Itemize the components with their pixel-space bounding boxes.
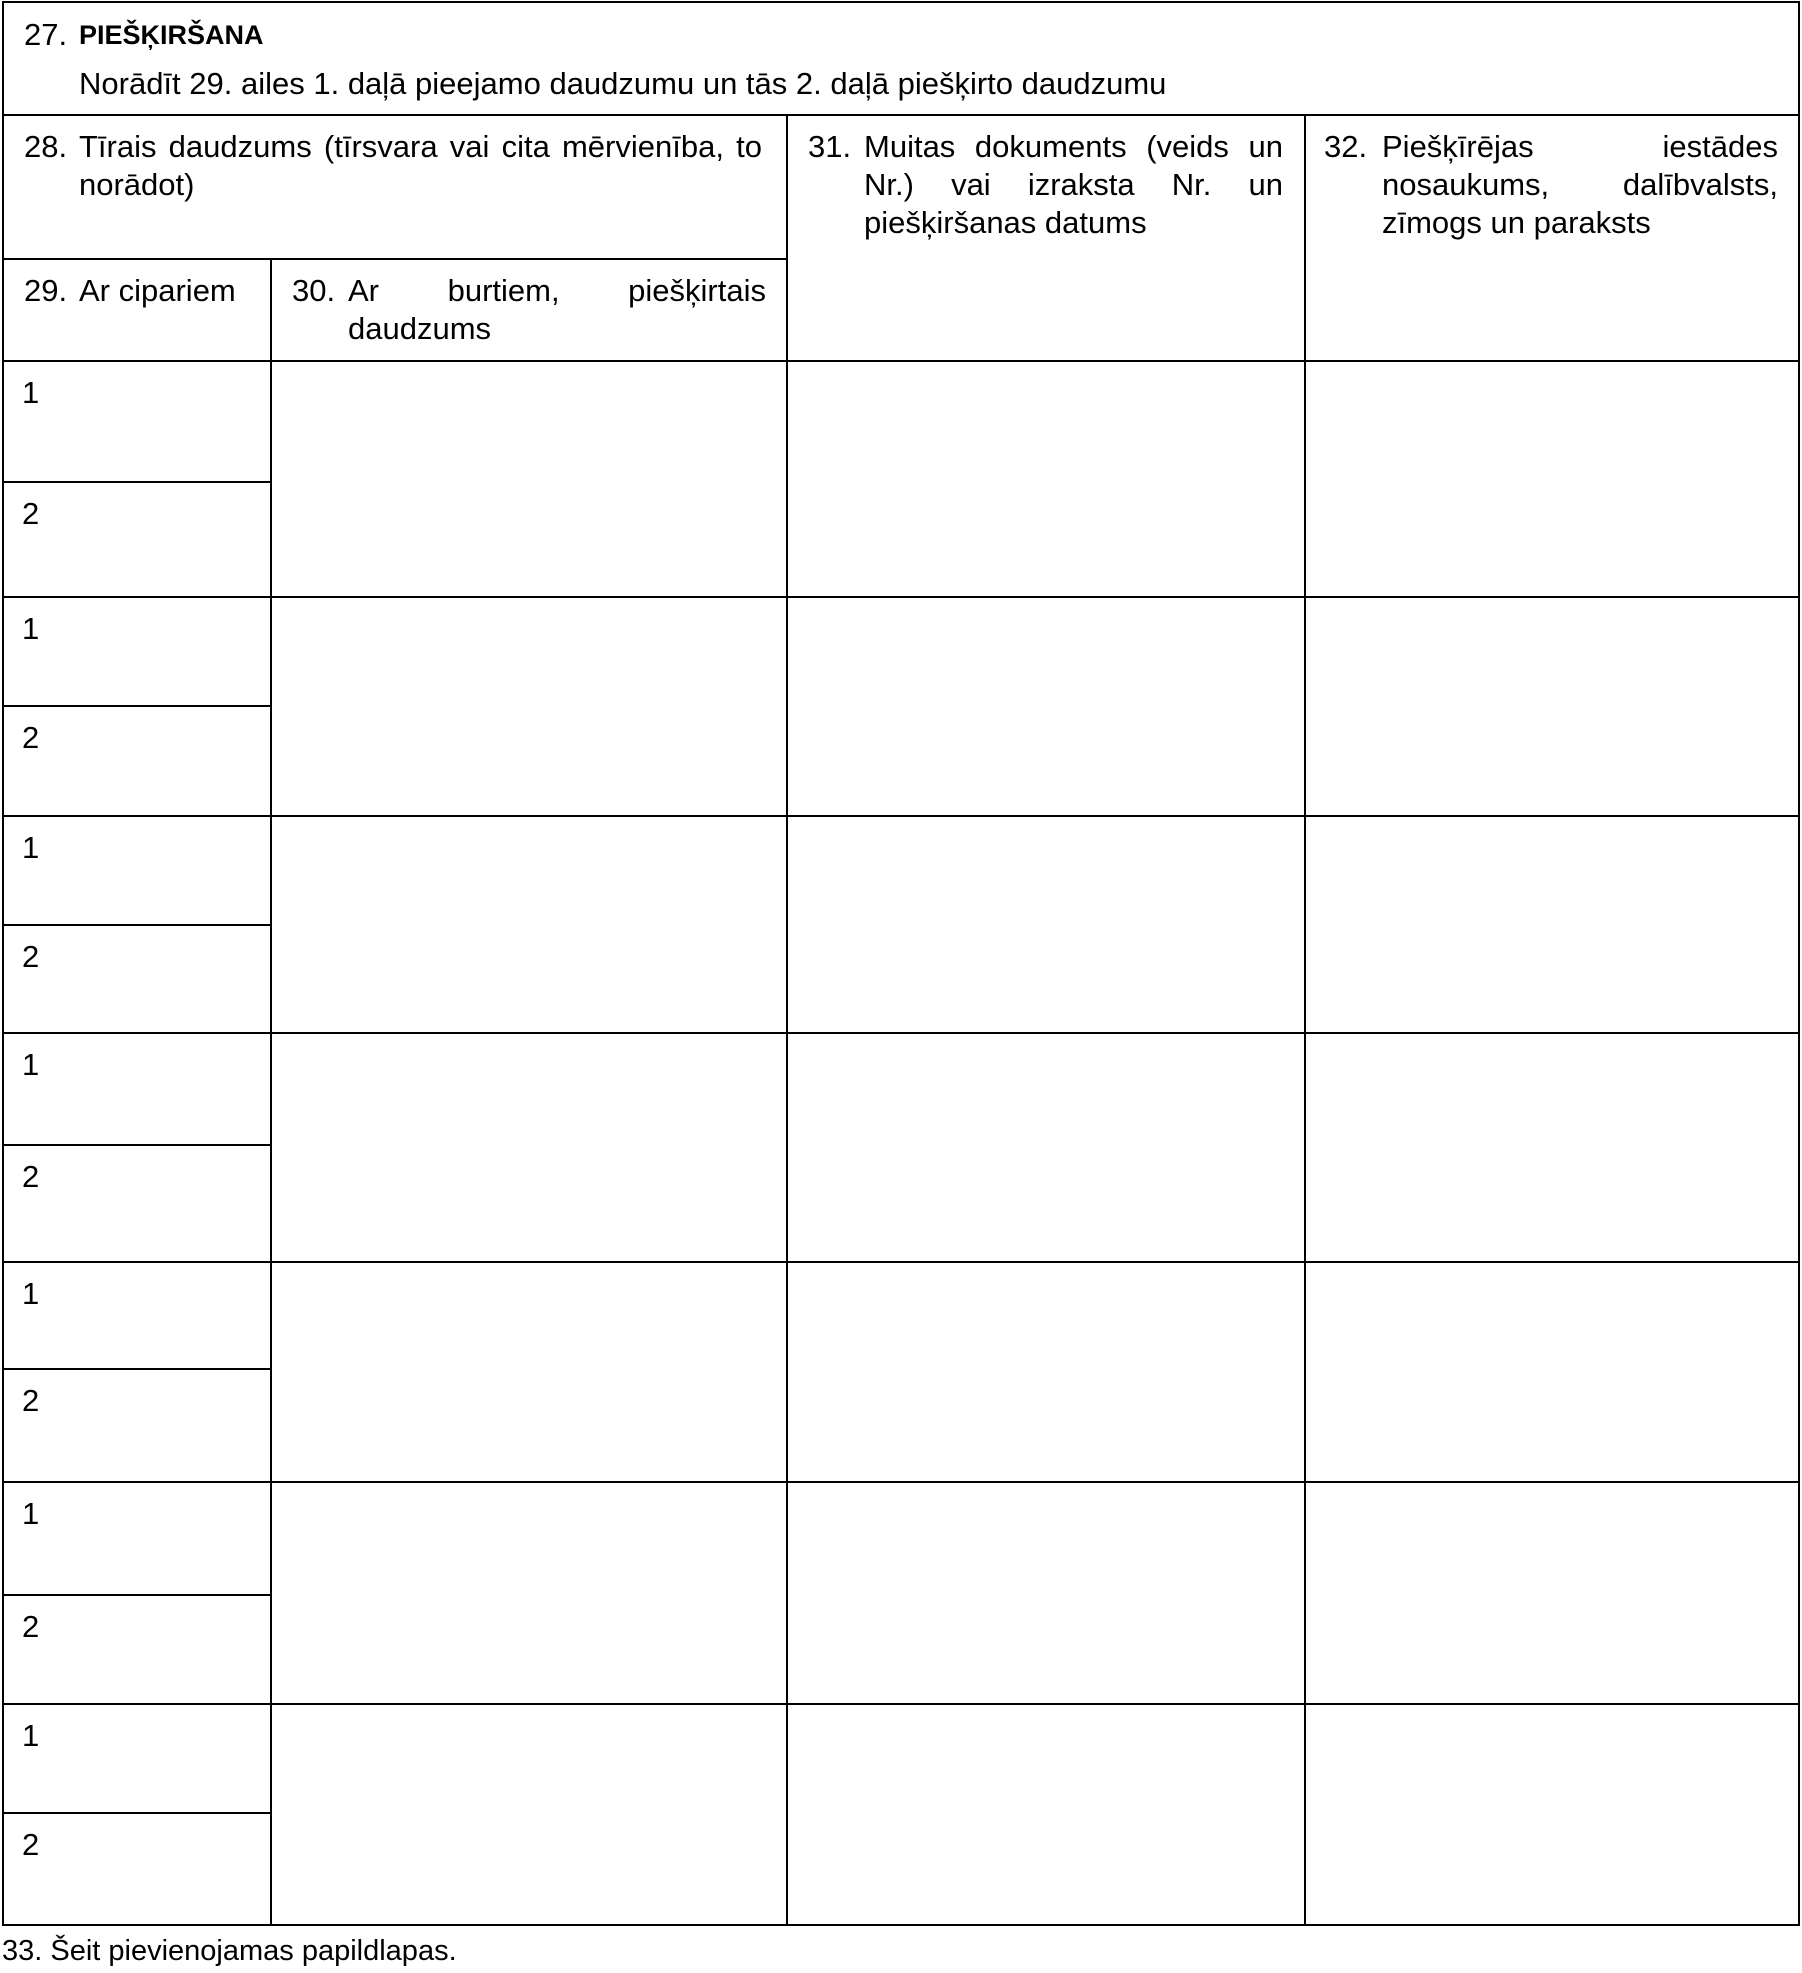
column29-30-divider bbox=[270, 258, 272, 1926]
section27-title: PIEŠĶIRŠANA bbox=[79, 20, 264, 50]
row7-split bbox=[2, 1812, 272, 1814]
row2-part2-label: 2 bbox=[22, 720, 40, 755]
section28-bottom-border bbox=[2, 258, 787, 260]
row3-part2-label: 2 bbox=[22, 939, 40, 974]
row3-part1-label: 1 bbox=[22, 830, 40, 865]
section31-text: Muitas dokuments (veids un Nr.) vai izraksta Nr. un piešķiršanas datums bbox=[864, 129, 1283, 240]
section28-text: Tīrais daudzums (tīrsvara vai cita mērvienība, to norādot) bbox=[79, 129, 762, 202]
row5-part2-label: 2 bbox=[22, 1383, 40, 1418]
section32-text: Piešķīrējas iestādes nosaukums, dalībvalsts, zīmogs un paraksts bbox=[1382, 129, 1778, 240]
row2-part1-label: 1 bbox=[22, 611, 40, 646]
column30-31-divider bbox=[786, 114, 788, 1926]
column31-32-divider bbox=[1304, 114, 1306, 1926]
section31-number: 31. bbox=[808, 129, 852, 164]
top-border bbox=[2, 1, 1800, 3]
row7-part2-label: 2 bbox=[22, 1827, 40, 1862]
row4-part1-label: 1 bbox=[22, 1047, 40, 1082]
row7-part1-label: 1 bbox=[22, 1718, 40, 1753]
row4-part2-label: 2 bbox=[22, 1159, 40, 1194]
section30-text: Ar burtiem, piešķirtais daudzums bbox=[348, 273, 766, 346]
section27-bottom-border bbox=[2, 114, 1800, 116]
row5-split bbox=[2, 1368, 272, 1370]
section27-number: 27. bbox=[24, 17, 68, 52]
row1-part1-label: 1 bbox=[22, 375, 40, 410]
row3-split bbox=[2, 924, 272, 926]
section32-number: 32. bbox=[1324, 129, 1368, 164]
row6-part1-label: 1 bbox=[22, 1496, 40, 1531]
row6-part2-label: 2 bbox=[22, 1609, 40, 1644]
row6-split bbox=[2, 1594, 272, 1596]
row2-split bbox=[2, 705, 272, 707]
row1-part2-label: 2 bbox=[22, 496, 40, 531]
left-border bbox=[2, 1, 4, 1926]
section28-number: 28. bbox=[24, 129, 68, 164]
row1-split bbox=[2, 481, 272, 483]
section30-number: 30. bbox=[292, 273, 336, 308]
section29-text: Ar cipariem bbox=[79, 273, 236, 308]
footer-note: 33. Šeit pievienojamas papildlapas. bbox=[2, 1935, 457, 1967]
row4-split bbox=[2, 1144, 272, 1146]
right-border bbox=[1798, 1, 1800, 1926]
section29-number: 29. bbox=[24, 273, 68, 308]
row5-part1-label: 1 bbox=[22, 1276, 40, 1311]
section27-instruction: Norādīt 29. ailes 1. daļā pieejamo daudzumu un tās 2. daļā piešķirto daudzumu bbox=[79, 66, 1167, 101]
